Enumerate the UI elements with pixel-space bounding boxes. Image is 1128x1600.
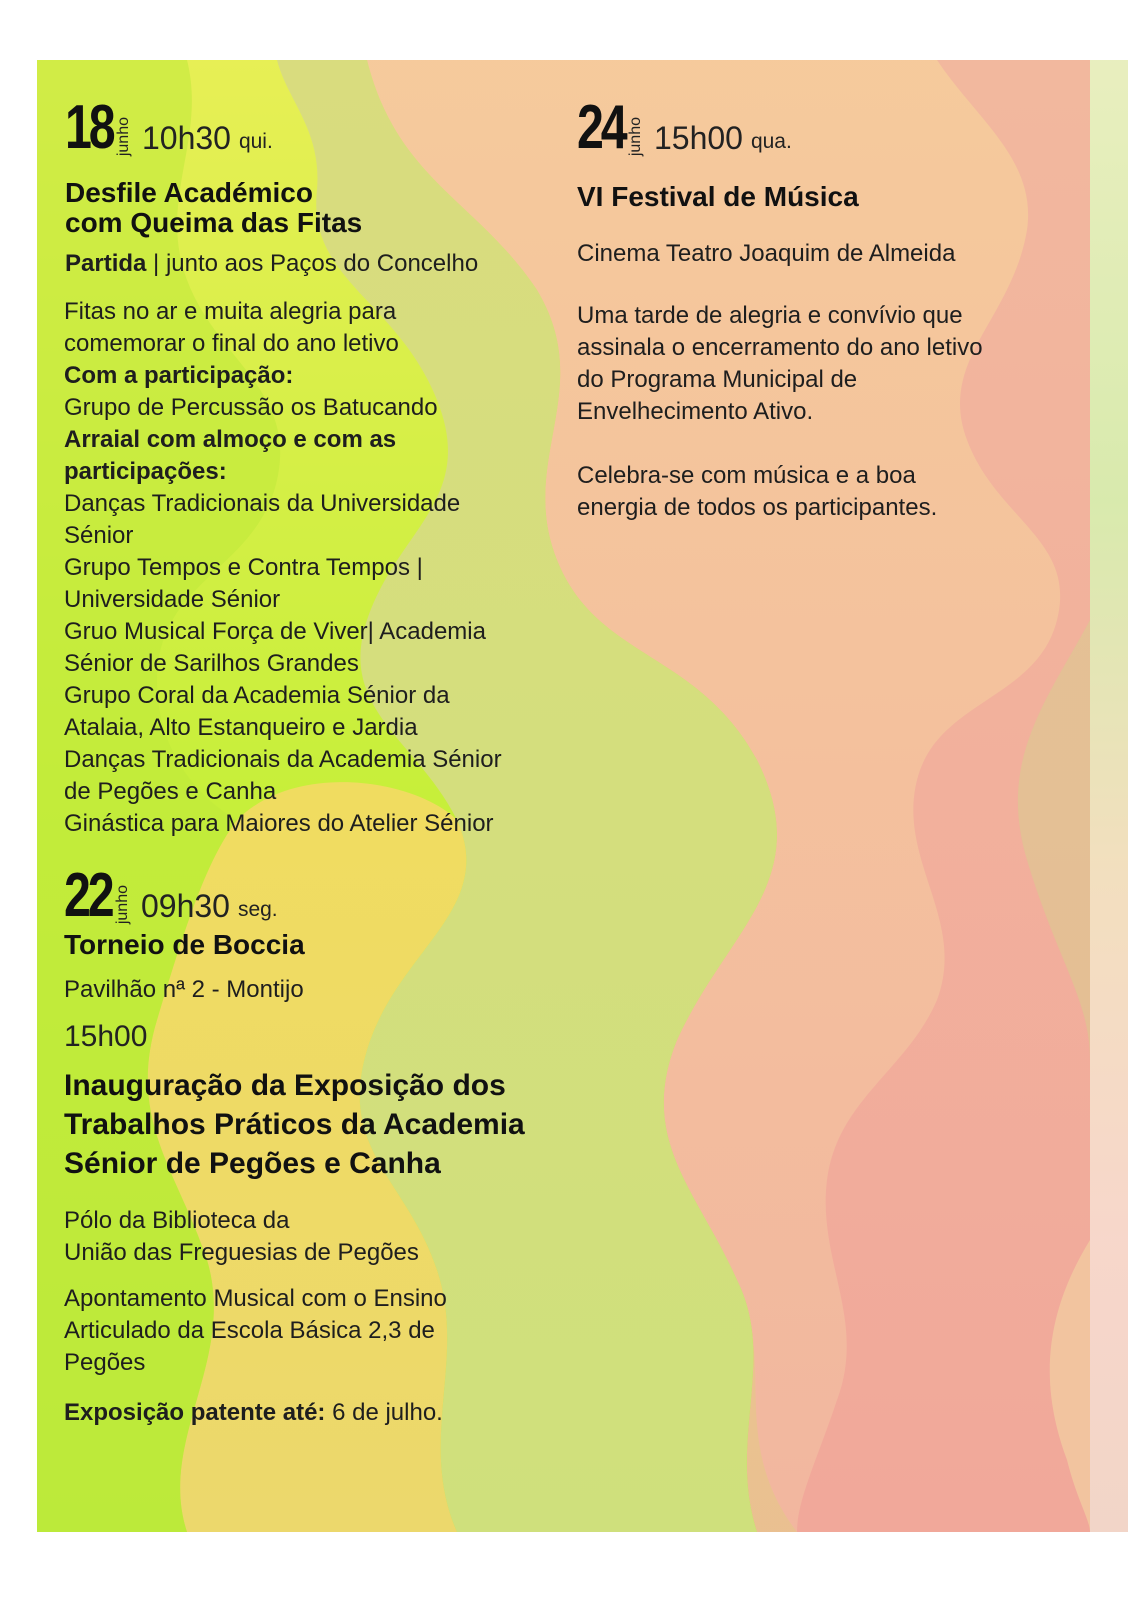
participant-line: Universidade Sénior — [64, 586, 281, 613]
event-24-description — [577, 300, 1057, 428]
participant-line: Atalaia, Alto Estanqueiro e Jardia — [64, 714, 418, 741]
musical-line: Apontamento Musical com o Ensino — [64, 1284, 447, 1312]
participant-line: de Pegões e Canha — [64, 778, 277, 805]
participant-line: Danças Tradicionais da Universidade — [64, 490, 461, 517]
weekday-label: qui. — [238, 129, 273, 153]
title-line: Desfile Académico — [65, 176, 313, 208]
day-number: 18 — [65, 93, 113, 162]
participant-line: Danças Tradicionais da Academia Sénior — [64, 746, 502, 773]
exhibition-place-line: Pólo da Biblioteca da — [64, 1206, 290, 1234]
description-line: assinala o encerramento do ano letivo — [577, 333, 983, 361]
exhibition-title-line: Trabalhos Práticos da Academia — [64, 1107, 525, 1141]
month-label: junho — [113, 884, 131, 924]
event-18-date — [65, 93, 555, 162]
musical-note — [64, 1283, 564, 1379]
description-line: Envelhecimento Ativo. — [577, 397, 814, 425]
participant-line: Sénior de Sarilhos Grandes — [64, 650, 359, 677]
month-label: junho — [114, 116, 132, 156]
time-label: 15h00 — [653, 119, 743, 156]
event-18 — [65, 93, 555, 280]
day-number: 24 — [577, 93, 625, 162]
participant-line: Grupo Coral da Academia Sénior da — [64, 682, 450, 709]
event-18-partida — [65, 248, 555, 280]
weekday-label: seg. — [237, 897, 278, 921]
exhibition-title-line: Sénior de Pegões e Canha — [64, 1146, 441, 1180]
exhibition-title-line: Inauguração da Exposição dos — [64, 1068, 506, 1102]
arraial-label: Arraial com almoço e com as — [64, 426, 397, 453]
right-edge-strip — [1090, 60, 1128, 1532]
event-24-closing — [577, 460, 1057, 524]
participant-line: Ginástica para Maiores do Atelier Sénior — [64, 810, 494, 837]
event-22-second-time: 15h00 — [64, 1019, 148, 1053]
exhibition-place — [64, 1205, 564, 1269]
exhibition-until-label: Exposição patente até: — [64, 1398, 326, 1426]
event-24 — [577, 93, 1057, 524]
title-line: com Queima das Fitas — [65, 206, 363, 238]
partida-separator: | — [146, 249, 166, 277]
event-22 — [64, 861, 564, 1429]
month-label: junho — [626, 116, 644, 156]
exhibition-title — [64, 1066, 564, 1183]
time-label: 10h30 — [141, 119, 231, 156]
event-24-place: Cinema Teatro Joaquim de Almeida — [577, 239, 956, 267]
closing-line: energia de todos os participantes. — [577, 493, 938, 521]
description-line: Fitas no ar e muita alegria para — [64, 298, 397, 325]
description-line: comemorar o final do ano letivo — [64, 330, 399, 357]
poster — [37, 60, 1090, 1532]
description-line: Uma tarde de alegria e convívio que — [577, 301, 963, 329]
participacao-label: Com a participação: — [64, 362, 294, 389]
description-line: do Programa Municipal de — [577, 365, 858, 393]
musical-line: Articulado da Escola Básica 2,3 de — [64, 1316, 435, 1344]
participant-line: Gruo Musical Força de Viver| Academia — [64, 618, 486, 645]
event-22-place: Pavilhão nª 2 - Montijo — [64, 975, 304, 1003]
participant-line: Grupo Tempos e Contra Tempos | — [64, 554, 423, 581]
event-22-date — [64, 861, 564, 930]
musical-line: Pegões — [64, 1348, 146, 1376]
event-22-title: Torneio de Boccia — [64, 928, 305, 960]
event-24-date — [577, 93, 1057, 162]
participacao-group: Grupo de Percussão os Batucando — [64, 394, 438, 421]
exhibition-until — [64, 1397, 564, 1429]
exhibition-place-line: União das Freguesias de Pegões — [64, 1238, 419, 1266]
closing-line: Celebra-se com música e a boa — [577, 461, 916, 489]
event-18-title — [65, 178, 555, 238]
partida-label: Partida — [65, 249, 147, 277]
time-label: 09h30 — [140, 887, 230, 924]
event-24-title: VI Festival de Música — [577, 180, 859, 212]
partida-place: junto aos Paços do Concelho — [165, 249, 479, 277]
weekday-label: qua. — [750, 129, 792, 153]
arraial-label: participações: — [64, 458, 227, 485]
event-18-details — [64, 296, 564, 840]
day-number: 22 — [64, 861, 112, 930]
exhibition-until-date: 6 de julho. — [325, 1398, 443, 1426]
participant-line: Sénior — [64, 522, 134, 549]
